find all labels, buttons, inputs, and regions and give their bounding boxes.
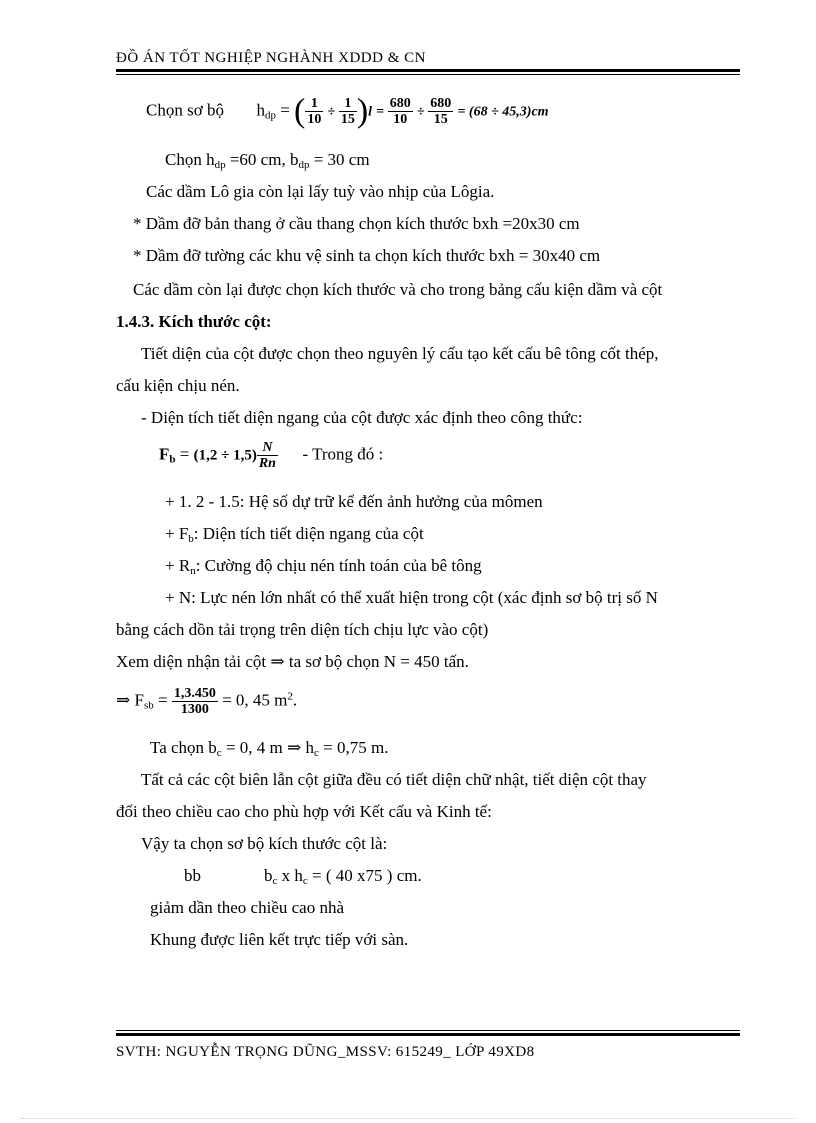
line-choose-bc: Ta chọn $b_c = 0$, 4 m ⇒ $h_c = 0,75$ m. [150,738,389,759]
paragraph-1a: Tiết diện của cột được chọn theo nguyên lý cấu tạo kết cấu bê tông cốt thép, [141,344,659,363]
page-edge-divider [20,1118,796,1119]
formula-label: Chọn sơ bộ [146,100,224,120]
paragraph-1b: cấu kiện chịu nén. [116,376,240,395]
line-column-dim: $b_c$ x $h_c$ = ( 40 x75 ) cm. [264,866,422,887]
fraction: $\frac{1,3.450}{1300}$ [173,686,216,717]
formula-note: - Trong đó : [302,444,384,464]
line-frame: Khung được liên kết trực tiếp với sàn. [150,930,409,949]
fraction: $\frac{1}{15}$ [340,96,355,127]
bullet-fb: + $F_b$: Diện tích tiết diện ngang của cột [165,524,424,545]
formula-fb: $F_b = (1,2 \div 1,5)$ $\frac{N}{Rn}$ - Trong đó : [159,440,384,471]
paragraph-4: Vậy ta chọn sơ bộ kích thước cột là: [141,834,388,853]
paragraph-3a: Tất cả các cột biên lẫn cột giữa đều có tiết diện chữ nhật, tiết diện cột thay [141,770,647,789]
paragraph-3b: đổi theo chiều cao cho phù hợp với Kết cấu và Kinh tế: [116,802,492,821]
fraction: $\frac{N}{Rn}$ [258,440,276,471]
line-choose-hdp: Chọn $h_{dp} =60$ cm, $b_{dp} = 30$ cm [165,150,370,171]
fraction: $\frac{680}{10}$ [389,96,411,127]
line-load-area: Xem diện nhận tải cột ⇒ ta sơ bộ chọn N = 450 tấn. [116,652,469,671]
paragraph-2: - Diện tích tiết diện ngang của cột được xác định theo công thức: [141,408,583,427]
line-other-beams: Các dầm còn lại được chọn kích thước và cho trong bảng cấu kiện dầm và cột [133,280,663,299]
line-wc: * Dầm đỡ tường các khu vệ sinh ta chọn kích thước bxh = 30x40 cm [133,246,601,265]
formula-result: = (68 ÷ 45,3)cm [457,104,549,120]
implies-icon: ⇒ [116,690,131,710]
fraction: $\frac{680}{15}$ [430,96,452,127]
formula-hdp: Chọn sơ bộ $h_{dp}$ = ( $\frac{1}{10}$ ÷ $\frac{1}{15}$ )l = $\frac{680}{10}$ ÷ $\frac{680}{15}$ = (68 ÷ 45,3)cm [146,92,549,130]
section-heading: 1.4.3. Kích thước cột: [116,312,272,331]
formula-fsb: ⇒ $F_{sb}$ = $\frac{1,3.450}{1300}$ = 0, 45 $m^2$. [116,686,298,717]
fraction: $\frac{1}{10}$ [307,96,322,127]
header-rule-thick [116,69,740,72]
bullet-coef: + 1. 2 - 1.5: Hệ số dự trữ kể đến ảnh hưởng của mômen [165,492,543,511]
label-bb: bb [184,866,201,885]
line-reduce: giảm dần theo chiều cao nhà [150,898,345,917]
bullet-n: + N: Lực nén lớn nhất có thể xuất hiện trong cột (xác định sơ bộ trị số N [165,588,658,607]
formula-lhs: h [256,100,265,120]
header-rule-thin [116,74,740,75]
line-logia: Các dầm Lô gia còn lại lấy tuỳ vào nhịp của Lôgia. [146,182,495,201]
page-footer: SVTH: NGUYỄN TRỌNG DŨNG_MSSV: 615249_ LỚP 49XD8 [116,1044,535,1060]
footer-rule-thick [116,1033,740,1036]
bullet-n-cont: bằng cách dồn tải trọng trên diện tích chịu lực vào cột) [116,620,489,639]
footer-rule-thin [116,1030,740,1031]
bullet-rn: + $R_n$: Cường độ chịu nén tính toán của bê tông [165,556,482,577]
page-header: ĐỒ ÁN TỐT NGHIỆP NGHÀNH XDDD & CN [116,50,426,66]
line-stair: * Dầm đỡ bản thang ở cầu thang chọn kích thước bxh =20x30 cm [133,214,580,233]
